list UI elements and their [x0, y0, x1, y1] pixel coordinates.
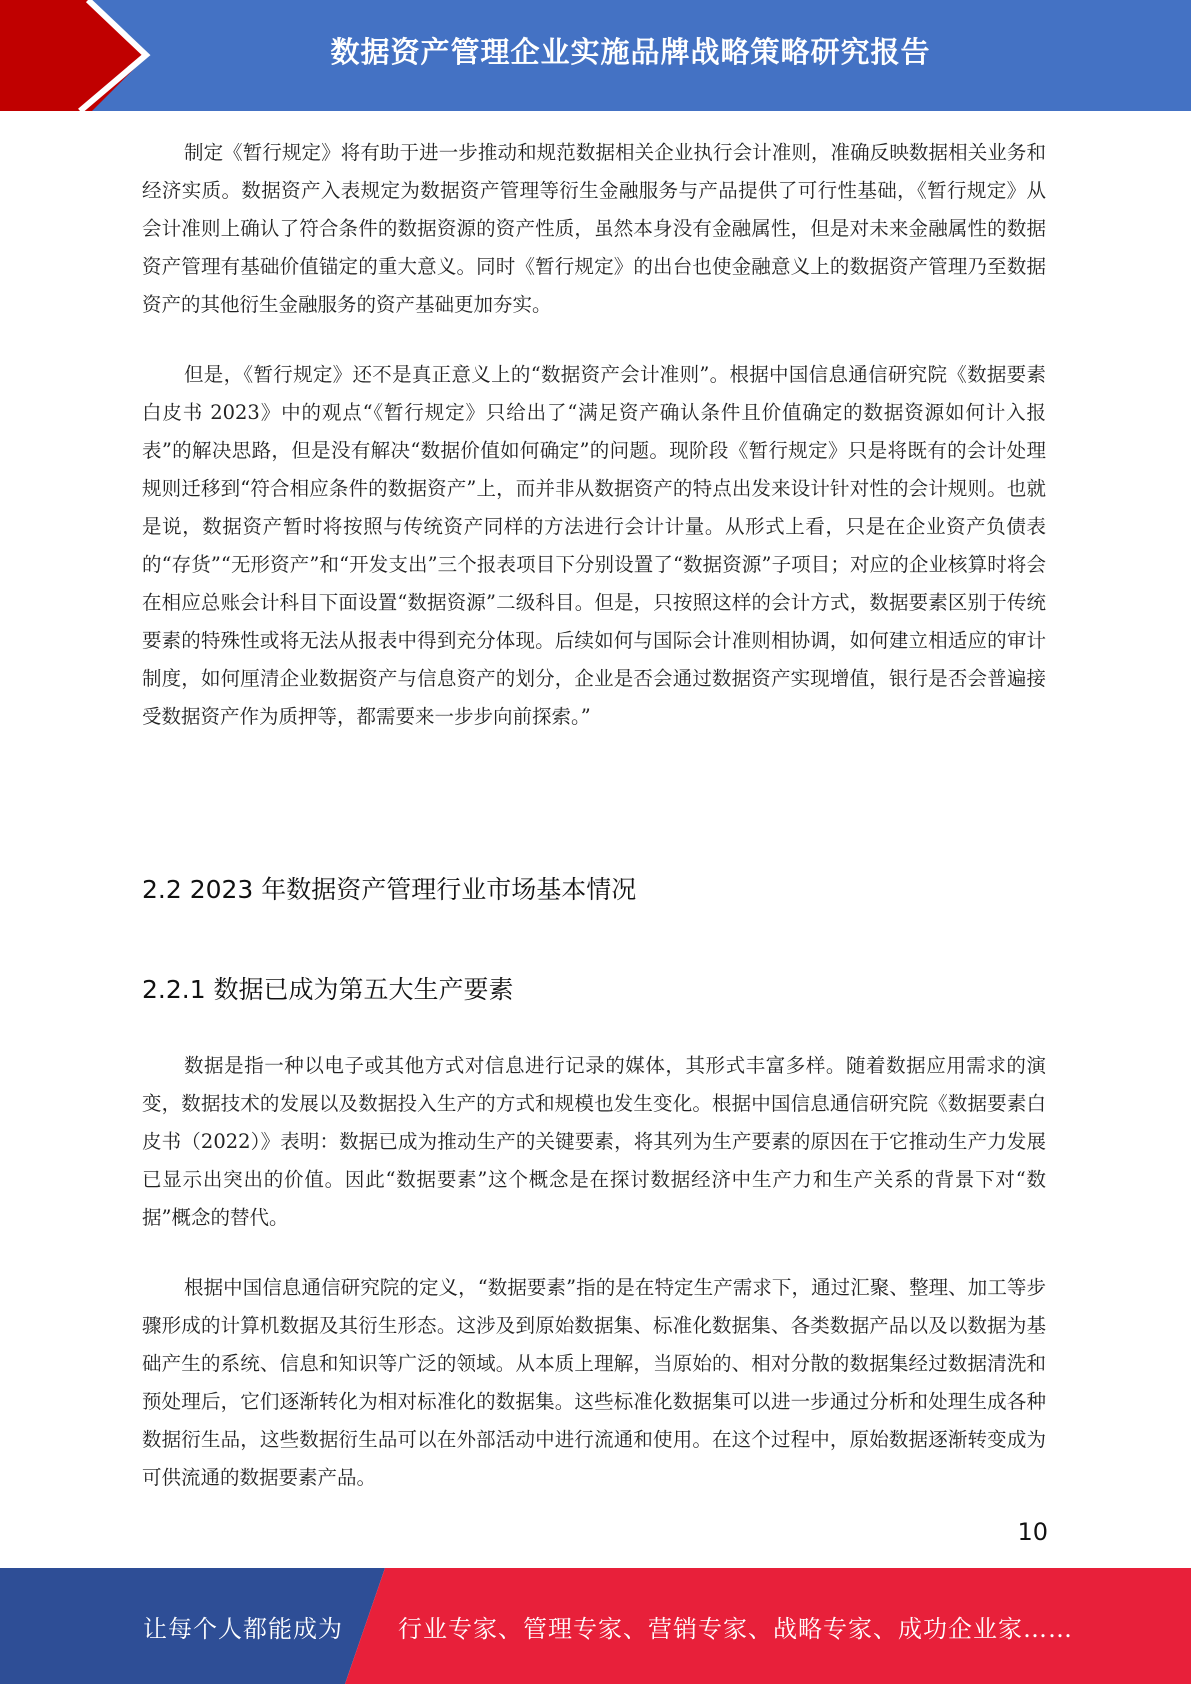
body-paragraph-3: 数据是指一种以电子或其他方式对信息进行记录的媒体，其形式丰富多样。随着数据应用需求的演变，数据技术的发展以及数据投入生产的方式和规模也发生变化。根据中国信息通信研究院《数据要素白皮书（2022）》表明：数据已成为推动生产的关键要素，将其列为生产要素的原因在于它推动生产力发展已显示出突出的价值。因此“数据要素”这个概念是在探讨数据经济中生产力和生产关系的背景下对“数据”概念的替代。 [142, 1054, 1046, 1229]
page-number: 10 [1017, 1518, 1048, 1546]
header-red-arrow-decoration [0, 0, 160, 111]
header-red-arrow [0, 0, 148, 111]
section-heading-2-2: 2.2 2023 年数据资产管理行业市场基本情况 [142, 875, 637, 904]
report-title: 数据资产管理企业实施品牌战略策略研究报告 [330, 34, 931, 69]
body-paragraph-1: 制定《暂行规定》将有助于进一步推动和规范数据相关企业执行会计准则，准确反映数据相关业务和经济实质。数据资产入表规定为数据资产管理等衍生金融服务与产品提供了可行性基础，《暂行规定》从会计准则上确认了符合条件的数据资源的资产性质，虽然本身没有金融属性，但是对未来金融属性的数据资产管理有基础价值锚定的重大意义。同时《暂行规定》的出台也使金融意义上的数据资产管理乃至数据资产的其他衍生金融服务的资产基础更加夯实。 [142, 141, 1046, 316]
section-heading-2-2-1: 2.2.1 数据已成为第五大生产要素 [142, 975, 514, 1004]
body-paragraph-4: 根据中国信息通信研究院的定义，“数据要素”指的是在特定生产需求下，通过汇聚、整理、加工等步骤形成的计算机数据及其衍生形态。这涉及到原始数据集、标准化数据集、各类数据产品以及以数据为基础产生的系统、信息和知识等广泛的领域。从本质上理解，当原始的、相对分散的数据集经过数据清洗和预处理后，它们逐渐转化为相对标准化的数据集。这些标准化数据集可以进一步通过分析和处理生成各种数据衍生品，这些数据衍生品可以在外部活动中进行流通和使用。在这个过程中，原始数据逐渐转变成为可供流通的数据要素产品。 [142, 1276, 1046, 1489]
body-paragraph-2: 但是，《暂行规定》还不是真正意义上的“数据资产会计准则”。根据中国信息通信研究院《数据要素白皮书 2023》中的观点“《暂行规定》只给出了“满足资产确认条件且价值确定的数据资源如何计入报表”的解决思路，但是没有解决“数据价值如何确定”的问题。现阶段《暂行规定》只是将既有的会计处理规则迁移到“符合相应条件的数据资产”上，而并非从数据资产的特点出发来设计针对性的会计规则。也就是说，数据资产暂时将按照与传统资产同样的方法进行会计计量。从形式上看，只是在企业资产负债表的“存货”“无形资产”和“开发支出”三个报表项目下分别设置了“数据资源”子项目；对应的企业核算时将会在相应总账会计科目下面设置“数据资源”二级科目。但是，只按照这样的会计方式，数据要素区别于传统要素的特殊性或将无法从报表中得到充分体现。后续如何与国际会计准则相协调，如何建立相适应的审计制度，如何厘清企业数据资产与信息资产的划分，企业是否会通过数据资产实现增值，银行是否会普遍接受数据资产作为质押等，都需要来一步步向前探索。” [142, 363, 1046, 728]
page-footer [0, 1568, 1191, 1684]
footer-slogan-left: 让每个人都能成为 [143, 1614, 343, 1643]
footer-slogan-right: 行业专家、管理专家、营销专家、战略专家、成功企业家…… [398, 1614, 1073, 1643]
page-header [0, 0, 1191, 111]
